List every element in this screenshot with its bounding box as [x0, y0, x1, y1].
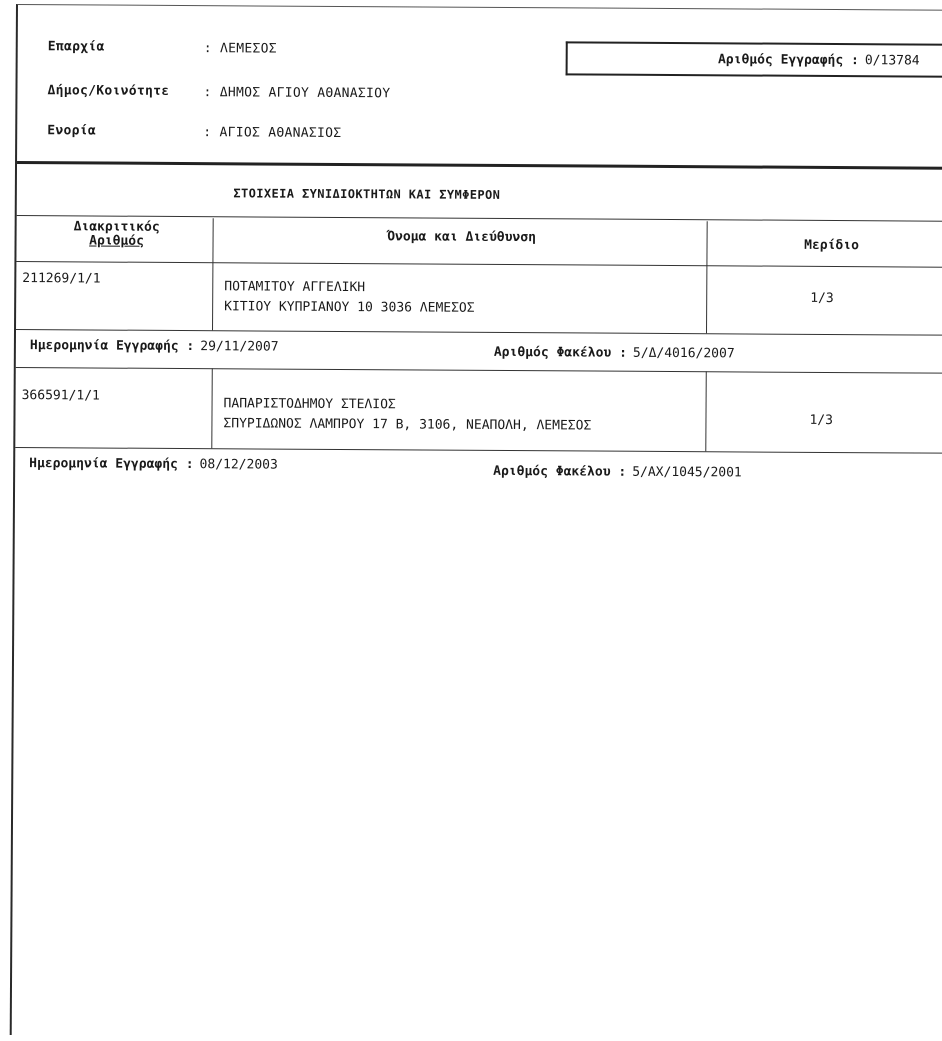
header-row-divider — [16, 261, 942, 268]
reg-date-value: 08/12/2003 — [199, 457, 278, 473]
dimos-label: Δήμος/Κοινότητε — [47, 83, 170, 99]
column-header-name: Όνομα και Διεύθυνση — [387, 229, 536, 246]
owner-share: 1/3 — [810, 290, 834, 307]
column-divider — [705, 371, 706, 451]
owner-address: ΣΠΥΡΙΔΩΝΟΣ ΛΑΜΠΡΟΥ 17 Β, 3106, ΝΕΑΠΟΛΗ, ΛΕΜΕΣΟΣ — [223, 416, 592, 434]
owner-name: ΠΑΠΑΡΙΣΤΟΔΗΜΟΥ ΣΤΕΛΙΟΣ — [223, 396, 396, 413]
dimos-value: : ΔΗΜΟΣ ΑΓΙΟΥ ΑΘΑΝΑΣΙΟΥ — [203, 85, 391, 102]
owner-name: ΠΟΤΑΜΙΤΟΥ ΑΓΓΕΛΙΚΗ — [224, 279, 366, 296]
file-value: 5/Δ/4016/2007 — [632, 345, 735, 362]
column-header-id — [27, 220, 207, 249]
column-divider — [212, 218, 214, 330]
owner-address: ΚΙΤΙΟΥ ΚΥΠΡΙΑΝΟΥ 10 3036 ΛΕΜΕΣΟΣ — [224, 299, 475, 316]
reg-date-label: Ημερομηνία Εγγραφής : — [29, 456, 194, 473]
owner-share: 1/3 — [809, 412, 834, 428]
eparchia-label: Επαρχία — [47, 39, 105, 55]
registration-number-box — [566, 41, 942, 77]
column-header-share: Μερίδιο — [804, 237, 859, 254]
owner-file-line — [493, 464, 742, 481]
owner-reg-date-line — [29, 456, 278, 473]
registration-label: Αριθμός Εγγραφής : — [717, 51, 859, 68]
file-label: Αριθμός Φακέλου : — [493, 463, 627, 480]
owner-id: 366591/1/1 — [21, 388, 100, 404]
enoria-label: Ενορία — [47, 123, 97, 139]
row-divider — [16, 329, 942, 336]
enoria-value: : ΑΓΙΟΣ ΑΘΑΝΑΣΙΟΣ — [203, 125, 342, 141]
file-value: 5/ΑΧ/1045/2001 — [632, 464, 742, 481]
header-divider — [17, 161, 942, 170]
document-page — [10, 4, 942, 1041]
row-divider — [15, 447, 942, 454]
owner-id: 211269/1/1 — [22, 271, 101, 287]
column-header-id-line1: Διακριτικός — [73, 219, 160, 235]
registration-value: 0/13784 — [864, 52, 920, 69]
reg-date-value: 29/11/2007 — [200, 339, 279, 355]
owner-reg-date-line — [30, 338, 279, 355]
owner-file-line — [494, 345, 735, 361]
column-divider — [211, 368, 212, 448]
column-header-id-line2: Αριθμός — [89, 233, 144, 249]
file-label: Αριθμός Φακέλου : — [493, 344, 627, 361]
row-divider — [16, 367, 942, 374]
section-title: ΣΤΟΙΧΕΙΑ ΣΥΝΙΔΙΟΚΤΗΤΩΝ ΚΑΙ ΣΥΜΦΕΡΟΝ — [233, 186, 501, 202]
column-divider — [706, 221, 708, 333]
reg-date-label: Ημερομηνία Εγγραφής : — [29, 338, 195, 355]
eparchia-value: : ΛΕΜΕΣΟΣ — [203, 41, 277, 57]
